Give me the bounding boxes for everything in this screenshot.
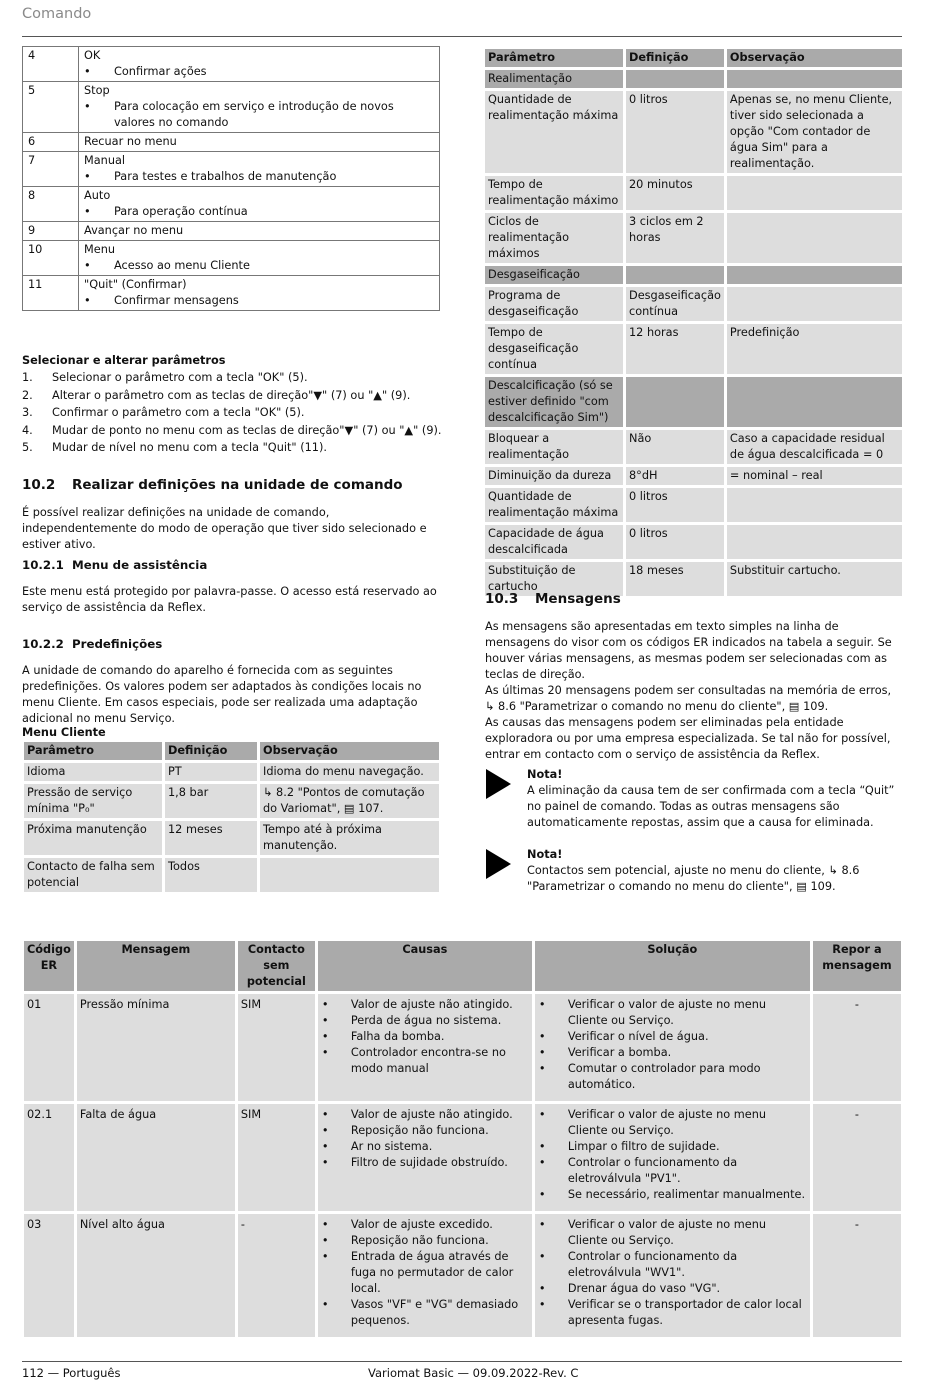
key-sub-item: • Acesso ao menu Cliente: [84, 258, 434, 274]
key-number: 8: [23, 187, 79, 222]
table-cell: 0 litros: [626, 91, 724, 173]
note-arrow-icon: [486, 849, 511, 879]
list-item: • Valor de ajuste não atingido.: [321, 1107, 529, 1123]
key-number: 7: [23, 152, 79, 187]
list-item: • Ar no sistema.: [321, 1139, 529, 1155]
table-row: [24, 994, 901, 1101]
table-cell: [727, 176, 902, 210]
table-row: [485, 324, 902, 374]
key-number: 4: [23, 47, 79, 82]
column-header: Observação: [727, 49, 902, 67]
table-row: [23, 133, 440, 152]
group-row: [485, 266, 902, 284]
column-header: Causas: [318, 941, 532, 991]
list-item: • Vasos "VF" e "VG" demasiado pequenos.: [321, 1297, 529, 1329]
note-1: [527, 767, 902, 831]
list-item: • Drenar água do vaso "VG".: [538, 1281, 807, 1297]
table-cell: Apenas se, no menu Cliente, tiver sido selecionada a opção "Com contador de água Sim" para a realimentação.: [727, 91, 902, 173]
er-code: 01: [24, 994, 74, 1101]
er-solutions: [535, 1104, 810, 1211]
key-description: [79, 47, 440, 82]
section-10-2-2-text: A unidade de comando do aparelho é fornecida com as seguintes predefinições. Os valores podem ser adaptados às condições locais no menu Cliente. Em casos especiais, pode ser realizada uma adaptação adicional no menu Serviço.: [22, 664, 422, 725]
table-cell: 0 litros: [626, 488, 724, 522]
er-reset: -: [813, 1104, 901, 1211]
key-number: 5: [23, 82, 79, 133]
er-messages-table: [21, 938, 904, 1340]
list-item: • Falha da bomba.: [321, 1029, 529, 1045]
list-item: [22, 405, 442, 421]
step-text: Alterar o parâmetro com as teclas de direção"▼" (7) ou "▲" (9).: [52, 388, 411, 402]
table-cell: Contacto de falha sem potencial: [24, 858, 162, 892]
key-name: Menu: [84, 243, 116, 256]
list-item: • Reposição não funciona.: [321, 1233, 529, 1249]
key-description: [79, 241, 440, 276]
table-cell: ↳ 8.2 "Pontos de comutação do Variomat", ▤ 107.: [260, 784, 439, 818]
key-sub-item: • Para operação contínua: [84, 204, 434, 220]
table-row: [485, 176, 902, 210]
section-title: Predefinições: [72, 637, 163, 651]
er-solutions: [535, 994, 810, 1101]
table-row: [485, 287, 902, 321]
er-message: Falta de água: [77, 1104, 235, 1211]
table-cell: [727, 525, 902, 559]
key-name: Recuar no menu: [84, 135, 177, 148]
table-cell: Desgaseificação: [485, 266, 623, 284]
list-item: • Verificar o nível de água.: [538, 1029, 807, 1045]
paragraph: As mensagens são apresentadas em texto simples na linha de mensagens do visor com os códigos ER indicados na tabela a seguir. Se houver várias mensagens, as mesmas podem ser selecionadas com as teclas de direção.: [485, 620, 892, 681]
list-item: • Verificar o valor de ajuste no menu Cliente ou Serviço.: [538, 1217, 807, 1249]
section-10-3-text: [485, 619, 903, 763]
list-item: [22, 423, 442, 439]
menu-cliente-heading: Menu Cliente: [22, 726, 106, 739]
er-contact: SIM: [238, 994, 315, 1101]
table-cell: Quantidade de realimentação máxima: [485, 91, 623, 173]
list-item: • Verificar o valor de ajuste no menu Cliente ou Serviço.: [538, 1107, 807, 1139]
table-cell: Substituir cartucho.: [727, 562, 902, 596]
table-cell: 1,8 bar: [165, 784, 257, 818]
key-description: [79, 187, 440, 222]
column-header: Código ER: [24, 941, 74, 991]
section-10-2-1-text: Este menu está protegido por palavra-passe. O acesso está reservado ao serviço de assistência da Reflex.: [22, 585, 437, 614]
table-cell: [727, 70, 902, 88]
er-contact: SIM: [238, 1104, 315, 1211]
er-causes: [318, 1214, 532, 1337]
solutions-list: [538, 1217, 807, 1329]
list-item: • Filtro de sujidade obstruído.: [321, 1155, 529, 1171]
note-arrow-icon: [486, 769, 511, 799]
key-number: 9: [23, 222, 79, 241]
table-row: [485, 488, 902, 522]
column-header: Repor a mensagem: [813, 941, 901, 991]
key-sub-item: • Para colocação em serviço e introdução de novos valores no comando: [84, 99, 434, 131]
key-number: 11: [23, 276, 79, 311]
key-name: OK: [84, 49, 101, 62]
column-header: Definição: [626, 49, 724, 67]
section-title: Menu de assistência: [72, 558, 208, 572]
step-text: Mudar de nível no menu com a tecla "Quit" (11).: [52, 441, 327, 454]
keys-table: [22, 46, 440, 311]
step-text: Selecionar o parâmetro com a tecla "OK" (5).: [52, 371, 308, 384]
table-row: [485, 213, 902, 263]
table-cell: Tempo até à próxima manutenção.: [260, 821, 439, 855]
table-cell: Quantidade de realimentação máxima: [485, 488, 623, 522]
list-item: • Perda de água no sistema.: [321, 1013, 529, 1029]
select-params-steps: [22, 370, 442, 458]
section-number: 10.2.1: [22, 558, 64, 572]
table-row: [24, 821, 439, 855]
group-row: [485, 377, 902, 427]
column-header: Observação: [260, 742, 439, 760]
section-10-2-1-heading: [22, 557, 207, 573]
note-title: Nota!: [527, 768, 563, 781]
list-item: [22, 370, 442, 386]
table-row: [23, 222, 440, 241]
table-cell: 3 ciclos em 2 horas: [626, 213, 724, 263]
table-cell: PT: [165, 763, 257, 781]
table-row: [24, 763, 439, 781]
table-row: [24, 858, 439, 892]
list-item: [22, 440, 442, 456]
table-cell: 8°dH: [626, 467, 724, 485]
select-params-heading: Selecionar e alterar parâmetros: [22, 354, 226, 367]
key-name: Manual: [84, 154, 126, 167]
list-item: • Limpar o filtro de sujidade.: [538, 1139, 807, 1155]
column-header: Parâmetro: [24, 742, 162, 760]
table-cell: 12 horas: [626, 324, 724, 374]
step-number: 1.: [22, 371, 33, 384]
key-description: [79, 133, 440, 152]
table-cell: Idioma do menu navegação.: [260, 763, 439, 781]
table-cell: [727, 213, 902, 263]
key-sub-item: • Confirmar mensagens: [84, 293, 434, 309]
table-cell: 20 minutos: [626, 176, 724, 210]
table-row: [24, 1104, 901, 1211]
key-description: [79, 222, 440, 241]
table-cell: Tempo de realimentação máximo: [485, 176, 623, 210]
list-item: • Controlar o funcionamento da eletroválvula "WV1".: [538, 1249, 807, 1281]
key-number: 6: [23, 133, 79, 152]
table-cell: 12 meses: [165, 821, 257, 855]
key-name: "Quit" (Confirmar): [84, 278, 187, 291]
footer-page: 112 — Português: [22, 1366, 121, 1380]
key-sub-item: • Confirmar ações: [84, 64, 434, 80]
table-cell: [727, 287, 902, 321]
solutions-list: [538, 1107, 807, 1203]
table-cell: Próxima manutenção: [24, 821, 162, 855]
section-10-3-heading: [485, 591, 621, 607]
step-text: Mudar de ponto no menu com as teclas de direção"▼" (7) ou "▲" (9).: [52, 423, 442, 437]
note-2: [527, 847, 902, 895]
key-sub-item: • Para testes e trabalhos de manutenção: [84, 169, 434, 185]
section-number: 10.2.2: [22, 637, 64, 651]
list-item: • Controlador encontra-se no modo manual: [321, 1045, 529, 1077]
key-description: [79, 276, 440, 311]
table-row: [485, 430, 902, 464]
table-cell: Bloquear a realimentação: [485, 430, 623, 464]
column-header: Mensagem: [77, 941, 235, 991]
note-text: A eliminação da causa tem de ser confirmada com a tecla “Quit” no painel de comando. Todas as outras mensagens são automaticamente repostas, assim que a causa for eliminada.: [527, 784, 895, 829]
table-cell: Ciclos de realimentação máximos: [485, 213, 623, 263]
table-cell: Idioma: [24, 763, 162, 781]
table-cell: Programa de desgaseificação: [485, 287, 623, 321]
column-header: Solução: [535, 941, 810, 991]
key-name: Avançar no menu: [84, 224, 184, 237]
table-cell: [727, 266, 902, 284]
table-cell: [260, 858, 439, 892]
table-cell: Pressão de serviço mínima "P₀": [24, 784, 162, 818]
section-title: Mensagens: [535, 591, 621, 607]
causes-list: [321, 1107, 529, 1171]
er-causes: [318, 994, 532, 1101]
table-row: [23, 241, 440, 276]
note-title: Nota!: [527, 848, 563, 861]
table-row: [23, 152, 440, 187]
section-10-2-2-heading: [22, 636, 162, 652]
table-cell: Diminuição da dureza: [485, 467, 623, 485]
table-cell: [626, 70, 724, 88]
table-row: [24, 784, 439, 818]
table-row: [485, 467, 902, 485]
er-code: 02.1: [24, 1104, 74, 1211]
er-causes: [318, 1104, 532, 1211]
section-number: 10.2: [22, 477, 56, 493]
table-cell: Não: [626, 430, 724, 464]
table-cell: [727, 377, 902, 427]
table-cell: 0 litros: [626, 525, 724, 559]
list-item: • Comutar o controlador para modo automático.: [538, 1061, 807, 1093]
er-solutions: [535, 1214, 810, 1337]
table-cell: [626, 266, 724, 284]
list-item: • Valor de ajuste excedido.: [321, 1217, 529, 1233]
key-number: 10: [23, 241, 79, 276]
parameters-table: [482, 46, 905, 599]
list-item: • Verificar a bomba.: [538, 1045, 807, 1061]
table-cell: Desgaseificação contínua: [626, 287, 724, 321]
table-cell: Capacidade de água descalcificada: [485, 525, 623, 559]
table-row: [23, 276, 440, 311]
causes-list: [321, 997, 529, 1077]
running-header: Comando: [22, 6, 92, 22]
section-title: Realizar definições na unidade de comando: [72, 477, 403, 493]
table-cell: [727, 488, 902, 522]
column-header: Contacto sem potencial: [238, 941, 315, 991]
table-cell: 18 meses: [626, 562, 724, 596]
table-row: [24, 1214, 901, 1337]
causes-list: [321, 1217, 529, 1329]
list-item: [22, 388, 442, 404]
list-item: • Valor de ajuste não atingido.: [321, 997, 529, 1013]
table-row: [485, 525, 902, 559]
list-item: • Verificar se o transportador de calor local apresenta fugas.: [538, 1297, 807, 1329]
er-contact: -: [238, 1214, 315, 1337]
list-item: • Reposição não funciona.: [321, 1123, 529, 1139]
er-reset: -: [813, 1214, 901, 1337]
table-row: [23, 47, 440, 82]
section-10-2-heading: [22, 477, 403, 493]
table-cell: Substituição de cartucho: [485, 562, 623, 596]
er-message: Nível alto água: [77, 1214, 235, 1337]
key-description: [79, 152, 440, 187]
section-10-2-text: É possível realizar definições na unidade de comando, independentemente do modo de operação que tiver sido selecionado e estiver ativo.: [22, 506, 427, 551]
table-cell: = nominal – real: [727, 467, 902, 485]
list-item: • Controlar o funcionamento da eletroválvula "PV1".: [538, 1155, 807, 1187]
step-number: 2.: [22, 388, 33, 402]
step-number: 5.: [22, 441, 33, 454]
table-row: [23, 82, 440, 133]
key-description: [79, 82, 440, 133]
er-reset: -: [813, 994, 901, 1101]
table-cell: Tempo de desgaseificação contínua: [485, 324, 623, 374]
step-number: 4.: [22, 423, 33, 437]
table-cell: Todos: [165, 858, 257, 892]
table-row: [485, 91, 902, 173]
table-cell: [626, 377, 724, 427]
er-message: Pressão mínima: [77, 994, 235, 1101]
group-row: [485, 70, 902, 88]
column-header: Definição: [165, 742, 257, 760]
header-rule: [22, 36, 902, 37]
table-cell: Descalcificação (só se estiver definido "com descalcificação Sim"): [485, 377, 623, 427]
er-code: 03: [24, 1214, 74, 1337]
footer-doc: Variomat Basic — 09.09.2022-Rev. C: [368, 1366, 579, 1380]
paragraph: As últimas 20 mensagens podem ser consultadas na memória de erros, ↳ 8.6 "Parametrizar o comando no menu do cliente", ▤ 109.: [485, 684, 892, 713]
menu-cliente-table: [21, 739, 442, 895]
key-name: Stop: [84, 84, 110, 97]
table-cell: Caso a capacidade residual de água descalcificada = 0: [727, 430, 902, 464]
footer-rule: [22, 1361, 902, 1362]
key-name: Auto: [84, 189, 111, 202]
table-row: [23, 187, 440, 222]
list-item: • Verificar o valor de ajuste no menu Cliente ou Serviço.: [538, 997, 807, 1029]
paragraph: As causas das mensagens podem ser eliminadas pela entidade exploradora ou por uma empresa especializada. Se tal não for possível, entrar em contacto com o serviço de assistência da Reflex.: [485, 716, 891, 761]
column-header: Parâmetro: [485, 49, 623, 67]
step-number: 3.: [22, 406, 33, 419]
solutions-list: [538, 997, 807, 1093]
step-text: Confirmar o parâmetro com a tecla "OK" (5).: [52, 406, 305, 419]
section-number: 10.3: [485, 591, 519, 607]
list-item: • Entrada de água através de fuga no permutador de calor local.: [321, 1249, 529, 1297]
table-cell: Predefinição: [727, 324, 902, 374]
list-item: • Se necessário, realimentar manualmente.: [538, 1187, 807, 1203]
note-text: Contactos sem potencial, ajuste no menu do cliente, ↳ 8.6 "Parametrizar o comando no menu do cliente", ▤ 109.: [527, 864, 860, 893]
table-cell: Realimentação: [485, 70, 623, 88]
